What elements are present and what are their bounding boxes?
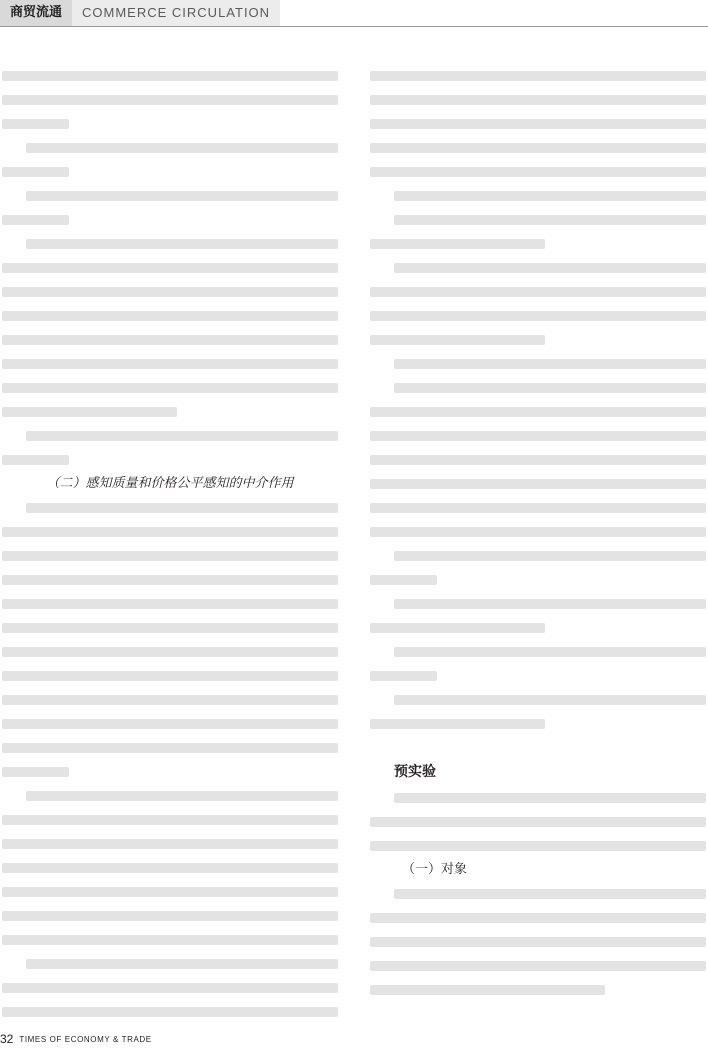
text-line [2, 424, 338, 448]
text-line [370, 376, 706, 400]
text-line [370, 472, 706, 496]
text-line [2, 160, 338, 184]
text-line [2, 256, 338, 280]
text-line [2, 448, 338, 472]
left-column [2, 64, 338, 1024]
page-footer [0, 1030, 152, 1048]
text-line [370, 184, 706, 208]
text-line [2, 544, 338, 568]
text-line [2, 376, 338, 400]
journal-name: TIMES OF ECONOMY & TRADE [19, 1034, 152, 1044]
subsection-heading: （二）感知质量和价格公平感知的中介作用 [46, 476, 294, 491]
text-line [370, 64, 706, 88]
text-line [2, 760, 338, 784]
text-line [2, 952, 338, 976]
text-line [370, 688, 706, 712]
text-line [2, 184, 338, 208]
text-line [370, 712, 706, 736]
header-category-en: COMMERCE CIRCULATION [72, 0, 280, 26]
section-heading: 预实验 [394, 764, 436, 780]
right-column [370, 64, 706, 1002]
text-line [2, 736, 338, 760]
text-line [370, 232, 706, 256]
text-line [370, 304, 706, 328]
text-line [2, 208, 338, 232]
text-line [2, 784, 338, 808]
text-line [370, 136, 706, 160]
text-line [2, 1000, 338, 1024]
text-line [370, 520, 706, 544]
text-line [2, 352, 338, 376]
text-line [2, 400, 338, 424]
section-header [0, 0, 280, 26]
text-line [370, 496, 706, 520]
text-line [370, 568, 706, 592]
text-line [2, 64, 338, 88]
text-line [2, 568, 338, 592]
text-line [2, 688, 338, 712]
text-line [370, 834, 706, 858]
text-line [370, 328, 706, 352]
header-category-cn: 商贸流通 [0, 0, 72, 26]
text-line [2, 904, 338, 928]
text-line [2, 976, 338, 1000]
text-line [2, 496, 338, 520]
text-line [370, 256, 706, 280]
text-line [2, 280, 338, 304]
text-line [2, 616, 338, 640]
text-line [370, 978, 706, 1002]
text-line [2, 328, 338, 352]
text-line [2, 592, 338, 616]
text-line [370, 280, 706, 304]
text-line [370, 160, 706, 184]
text-line [2, 88, 338, 112]
header-rule [0, 26, 708, 27]
text-line [2, 232, 338, 256]
text-line [370, 544, 706, 568]
text-line [370, 810, 706, 834]
text-line [370, 640, 706, 664]
text-line [2, 112, 338, 136]
text-line [370, 906, 706, 930]
text-line [370, 400, 706, 424]
text-line [2, 520, 338, 544]
text-line [2, 832, 338, 856]
numbered-heading: （一）对象 [402, 862, 468, 877]
text-line [370, 448, 706, 472]
text-line [2, 880, 338, 904]
text-line [2, 856, 338, 880]
text-line [370, 954, 706, 978]
text-line [2, 808, 338, 832]
text-line [370, 616, 706, 640]
text-line [2, 640, 338, 664]
text-line [370, 930, 706, 954]
text-line [2, 928, 338, 952]
text-line [2, 712, 338, 736]
text-line [2, 304, 338, 328]
page-number: 32 [0, 1032, 14, 1046]
text-line [2, 664, 338, 688]
text-line [370, 786, 706, 810]
text-line [370, 882, 706, 906]
text-line [370, 664, 706, 688]
text-line [370, 352, 706, 376]
text-line [370, 592, 706, 616]
text-line [370, 112, 706, 136]
text-line [370, 208, 706, 232]
text-line [370, 88, 706, 112]
text-line [370, 424, 706, 448]
text-line [2, 136, 338, 160]
